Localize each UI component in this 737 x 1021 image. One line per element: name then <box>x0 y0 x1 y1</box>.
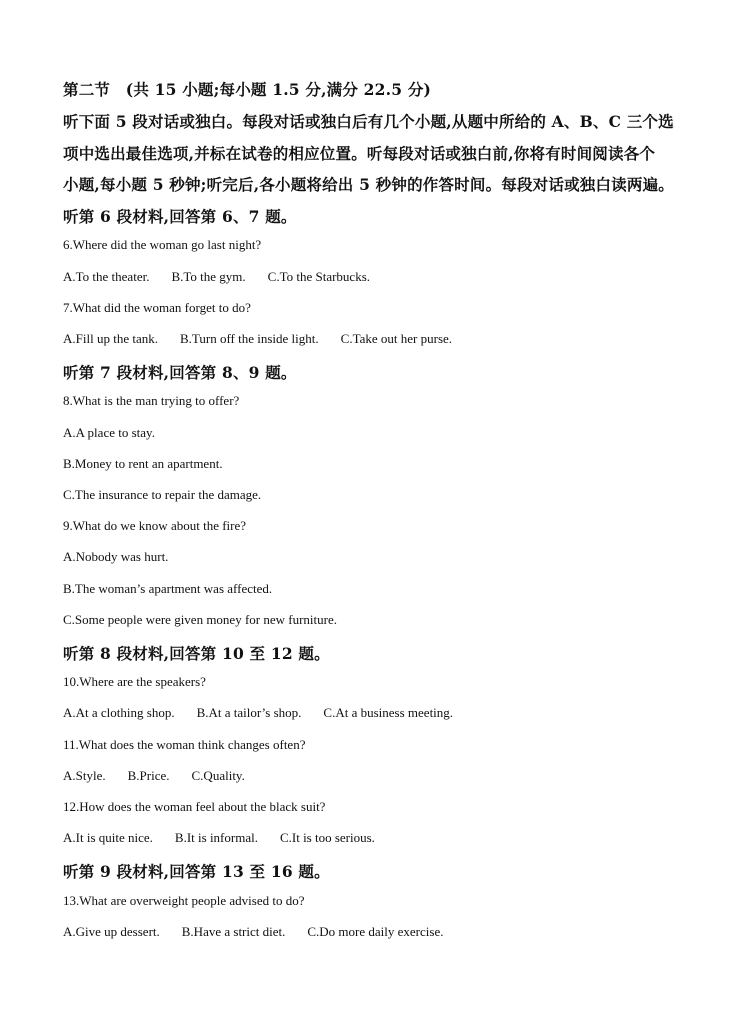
option-a: A.A place to stay. <box>63 425 155 440</box>
option-a: A.Give up dessert. <box>63 924 160 939</box>
question-options <box>63 331 474 347</box>
option-b: B.It is informal. <box>174 830 258 845</box>
group-label: 听第 7 段材料,回答第 8、9 题。 <box>63 363 297 382</box>
option-c: C.Take out her purse. <box>340 331 453 346</box>
option-a: A.Style. <box>63 768 106 783</box>
question-options <box>63 830 397 846</box>
question-text: 13.What are overweight people advised to do? <box>63 893 305 908</box>
option-a: A.To the theater. <box>63 269 150 284</box>
option-c: C.Do more daily exercise. <box>307 924 444 939</box>
option-c: C.It is too serious. <box>279 830 375 845</box>
option-b: B.Price. <box>127 768 170 783</box>
option-a: A.Nobody was hurt. <box>63 549 169 564</box>
option-c: C.To the Starbucks. <box>267 269 371 284</box>
question-text: 10.Where are the speakers? <box>63 674 206 689</box>
option-c: C.Some people were given money for new furniture. <box>63 612 338 627</box>
option-c: C.Quality. <box>191 768 245 783</box>
option-b: B.At a tailor’s shop. <box>196 705 302 720</box>
question-text: 8.What is the man trying to offer? <box>63 393 240 408</box>
question-options <box>63 924 465 940</box>
instruction-line: 听下面 5 段对话或独白。每段对话或独白后有几个小题,从题中所给的 A、B、C 三个选 <box>63 112 674 131</box>
option-a: A.Fill up the tank. <box>63 331 158 346</box>
question-text: 9.What do we know about the fire? <box>63 518 247 533</box>
option-b: B.To the gym. <box>171 269 246 284</box>
question-text: 11.What does the woman think changes often? <box>63 737 306 752</box>
question-text: 6.Where did the woman go last night? <box>63 237 262 252</box>
question-text: 7.What did the woman forget to do? <box>63 300 251 315</box>
group-label: 听第 8 段材料,回答第 10 至 12 题。 <box>63 644 330 663</box>
question-options <box>63 269 392 285</box>
option-c: C.The insurance to repair the damage. <box>63 487 262 502</box>
question-options <box>63 705 475 721</box>
option-a: A.At a clothing shop. <box>63 705 175 720</box>
instruction-line: 项中选出最佳选项,并标在试卷的相应位置。听每段对话或独白前,你将有时间阅读各个 <box>63 144 656 163</box>
group-label: 听第 9 段材料,回答第 13 至 16 题。 <box>63 862 330 881</box>
option-b: B.Have a strict diet. <box>181 924 286 939</box>
option-b: B.The woman’s apartment was affected. <box>63 581 273 596</box>
option-a: A.It is quite nice. <box>63 830 153 845</box>
option-b: B.Money to rent an apartment. <box>63 456 223 471</box>
option-c: C.At a business meeting. <box>323 705 454 720</box>
question-options <box>63 768 267 784</box>
question-text: 12.How does the woman feel about the black suit? <box>63 799 326 814</box>
group-label: 听第 6 段材料,回答第 6、7 题。 <box>63 207 297 226</box>
instruction-line: 小题,每小题 5 秒钟;听完后,各小题将给出 5 秒钟的作答时间。每段对话或独白读两遍。 <box>63 175 674 194</box>
section-heading: 第二节 (共 15 小题;每小题 1.5 分,满分 22.5 分) <box>63 80 432 99</box>
option-b: B.Turn off the inside light. <box>179 331 319 346</box>
